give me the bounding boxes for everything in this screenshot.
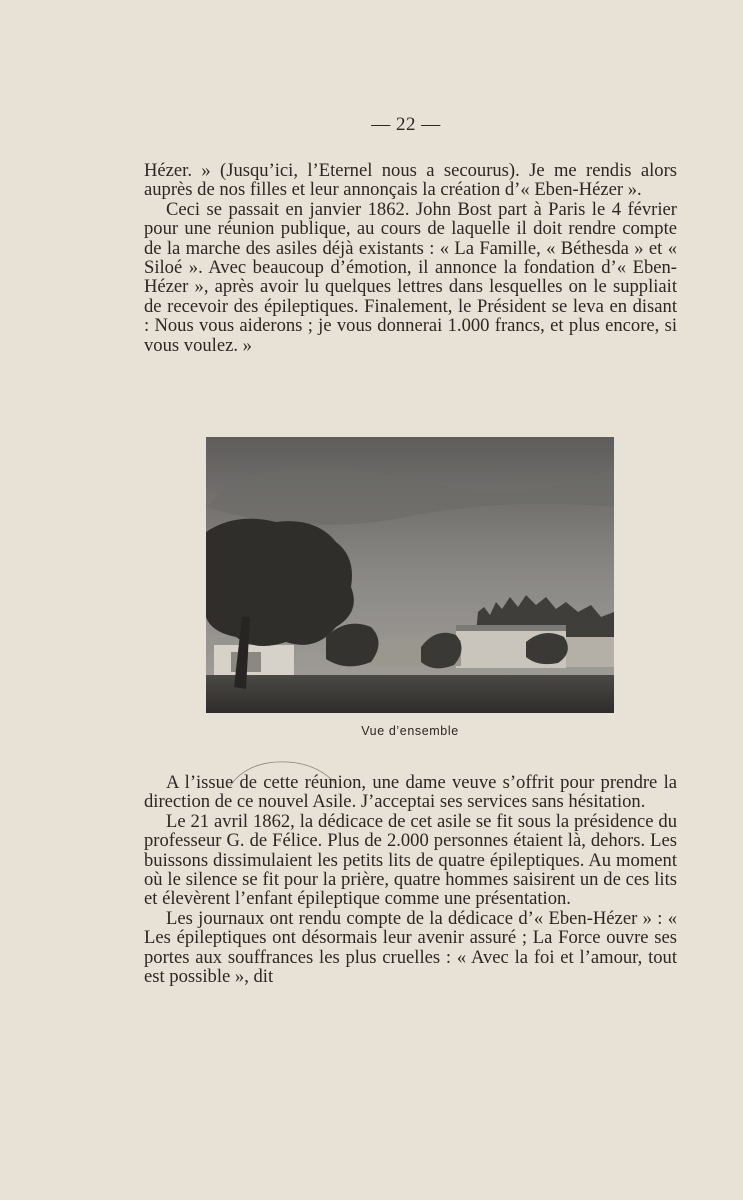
paragraph: Les journaux ont rendu compte de la dédicace d’« Eben-Hézer » : « Les épileptiques ont désormais leur avenir assuré ; La Force ouvre ses portes aux souffrances les plus cruelles : « Avec la foi et l’amour, tout est possible », dit bbox=[144, 907, 677, 988]
photograph-image bbox=[206, 437, 614, 713]
paragraph: Le 21 avril 1862, la dédicace de cet asile se fit sous la présidence du professeur G. de Félice. Plus de 2.000 personnes étaient là, dehors. Les buissons dissimulaient les petits lits de quatre épileptiques. Au moment où le silence se fit pour la prière, quatre hommes saisirent un de ces lits et élevèrent l’enfant épileptique comme une présentation. bbox=[144, 810, 677, 910]
page-number: — 22 — bbox=[371, 114, 441, 135]
text-block-top bbox=[144, 161, 677, 355]
paragraph: Ceci se passait en janvier 1862. John Bost part à Paris le 4 février pour une réunion publique, au cours de laquelle il doit rendre compte de la marche des asiles déjà existants : « La Famille, « Béthesda » et « Siloé ». Avec beaucoup d’émotion, il annonce la fondation d’« Eben-Hézer », après avoir lu quelques lettres dans lesquelles on le suppliait de recevoir des épileptiques. Finalement, le Président se leva en disant : Nous vous aiderons ; je vous donnerai 1.000 francs, et plus encore, si vous voulez. » bbox=[144, 198, 677, 356]
figure-caption: Vue d’ensemble bbox=[361, 724, 459, 738]
photograph bbox=[206, 437, 614, 713]
text-block-bottom bbox=[144, 773, 677, 986]
paragraph: A l’issue de cette réunion, une dame veuve s’offrit pour prendre la direction de ce nouvel Asile. J’acceptai ses services sans hésitation. bbox=[144, 772, 677, 813]
paragraph: Hézer. » (Jusqu’ici, l’Eternel nous a secourus). Je me rendis alors auprès de nos filles et leur annonçais la création d’« Eben-Hézer ». bbox=[144, 160, 677, 201]
